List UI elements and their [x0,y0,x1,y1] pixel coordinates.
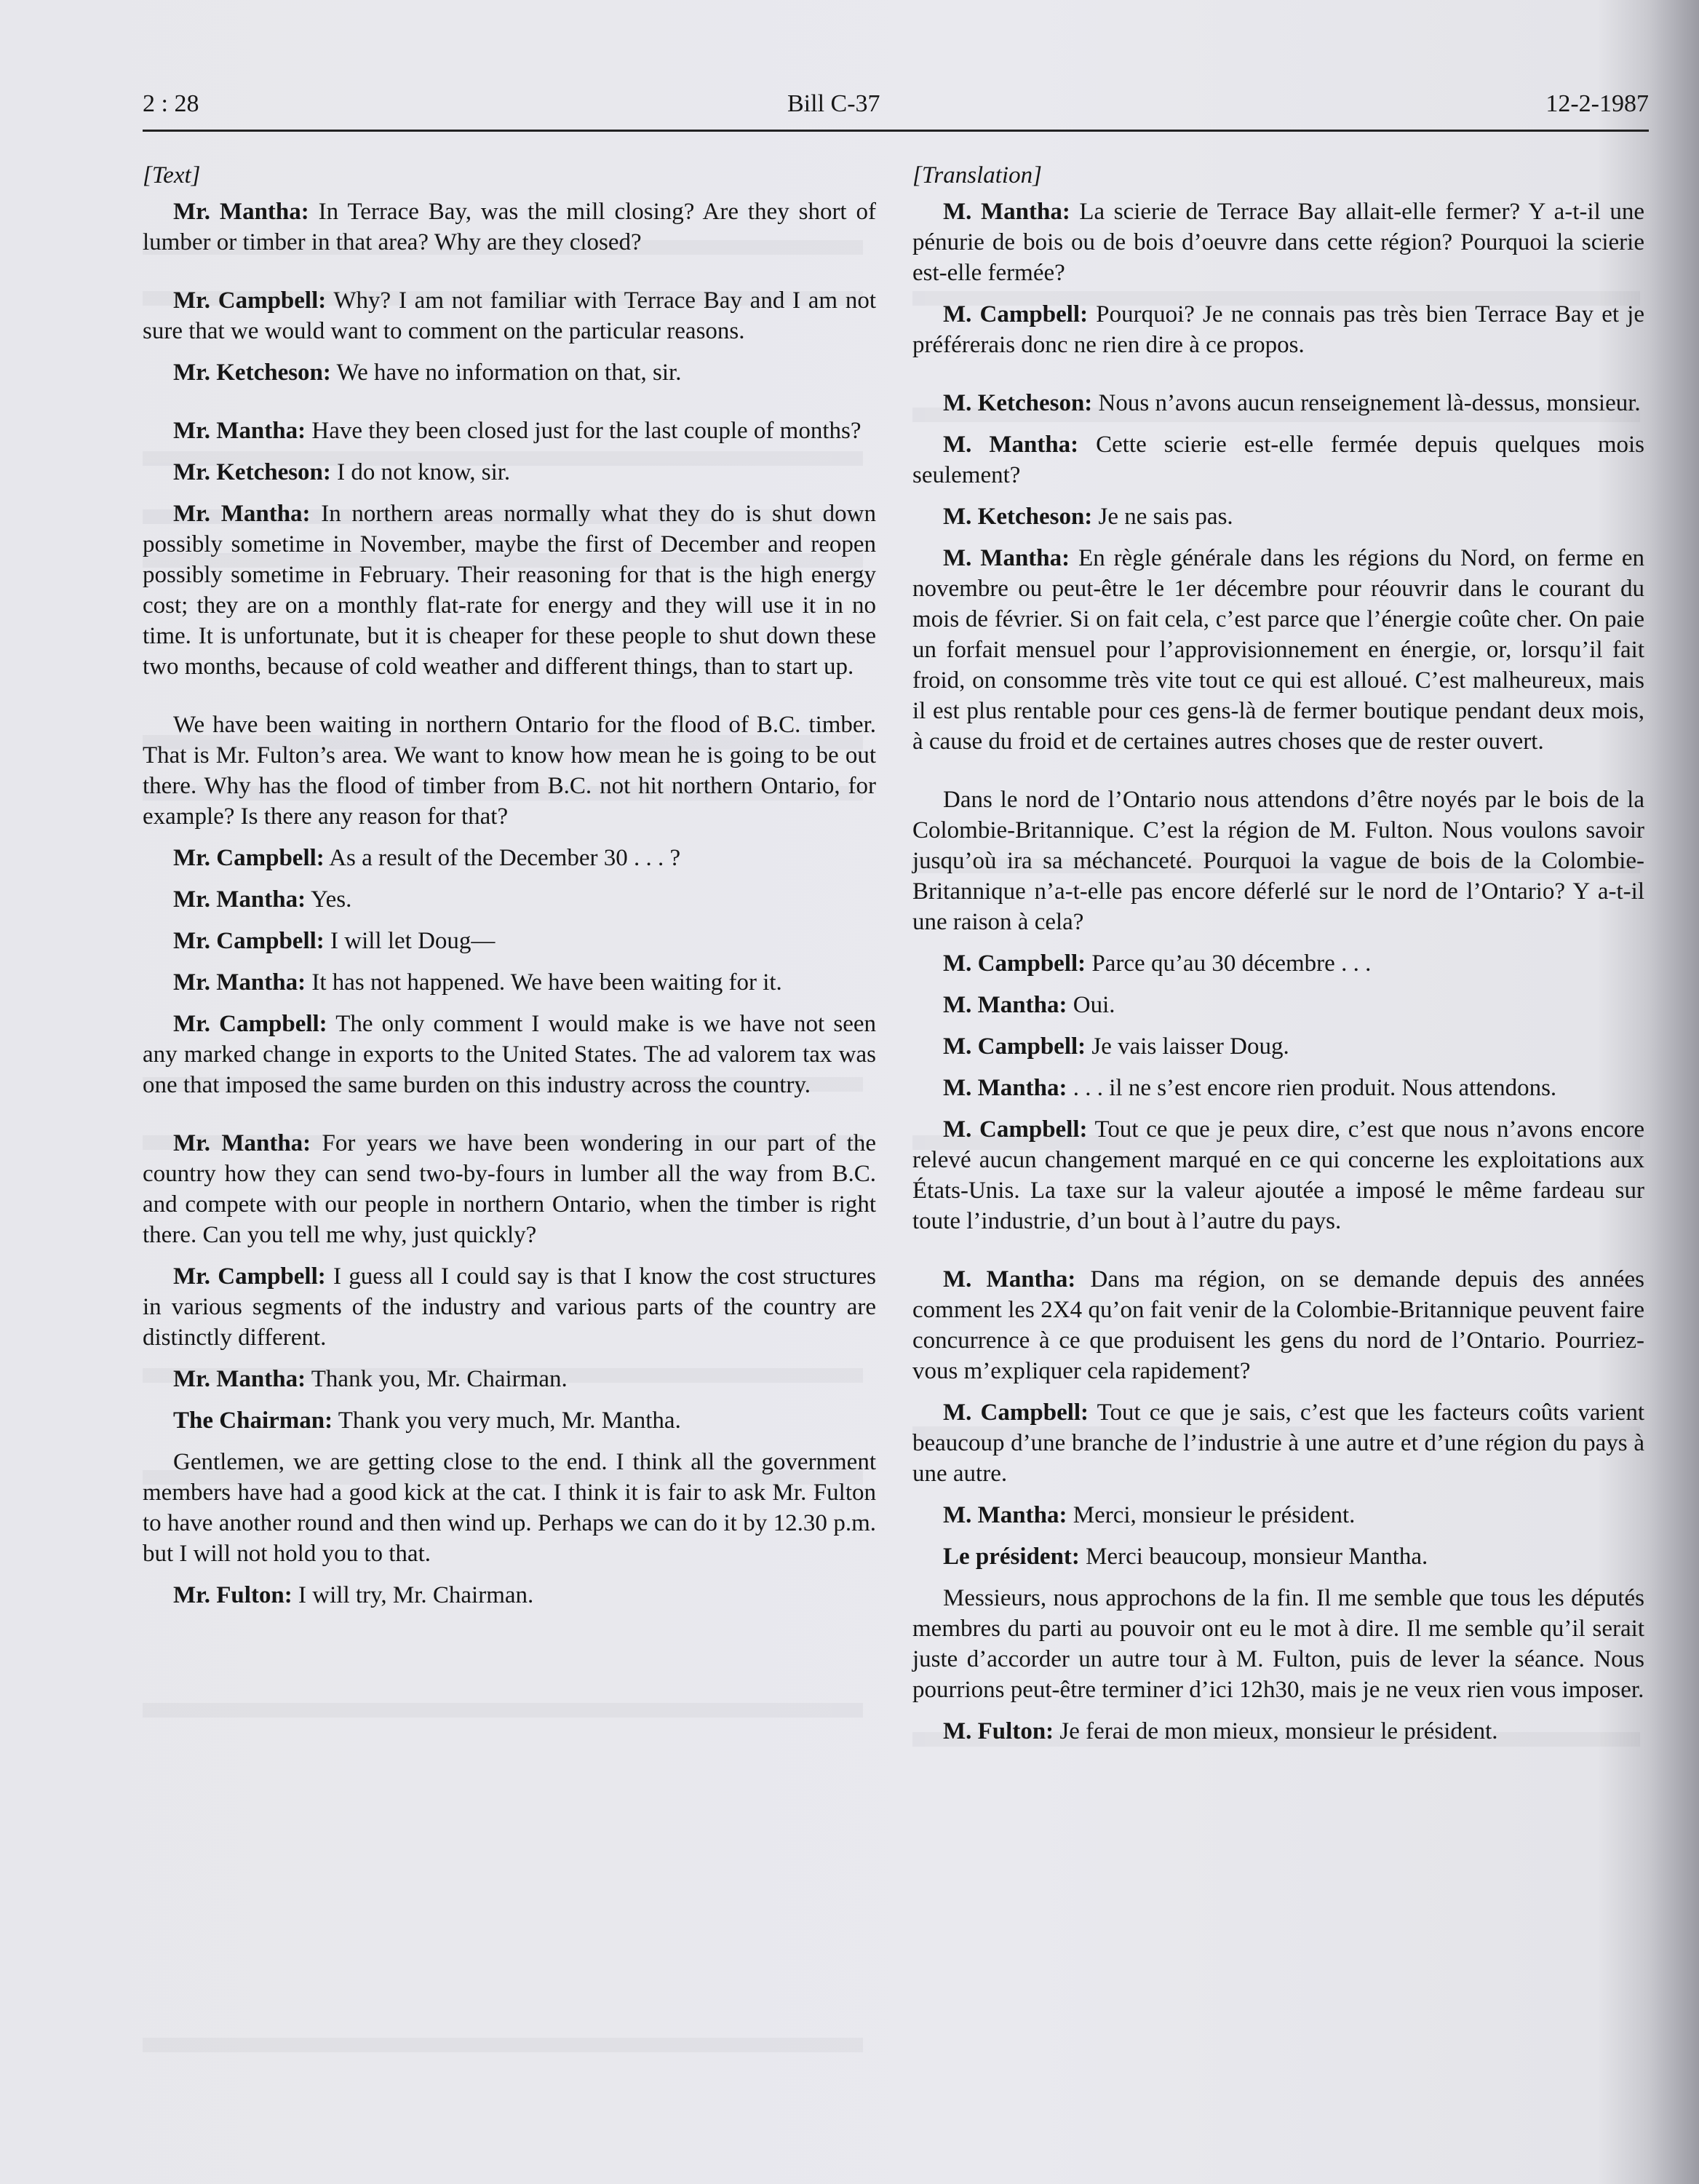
remark: I will try, Mr. Chairman. [292,1582,534,1608]
english-column [143,160,876,1611]
speaker: Mr. Mantha: [173,199,309,225]
remark: We have no information on that, sir. [330,360,682,386]
remark: Tout ce que je peux dire, c’est que nous n’avons encore relevé aucun changement marqué en ce qui concerne les exploitations aux États-Unis. La taxe sur la valeur ajoutée a imposé le même fardeau sur toute l’industrie, d’un bout à l’autre du pays. [912,1116,1644,1234]
remark: Why? I am not familiar with Terrace Bay and I am not sure that we would want to comment on the particular reasons. [143,287,877,344]
remark: Parce qu’au 30 décembre . . . [1086,950,1372,977]
speaker: M. Campbell: [943,1116,1088,1143]
remark: Tout ce que je sais, c’est que les facteurs coûts varient beaucoup d’une branche de l’industrie à une autre et d’une région du pays à une autre. [912,1399,1644,1487]
paragraph [912,196,1644,288]
speaker: Mr. Fulton: [173,1582,293,1608]
speaker: M. Campbell: [943,1033,1086,1060]
speaker: Mr. Ketcheson: [173,459,331,485]
paragraph [143,1364,876,1394]
paragraph [143,357,876,388]
speaker: M. Mantha: [943,199,1070,225]
paragraph [912,1583,1644,1705]
speaker: M. Campbell: [943,301,1089,327]
speaker: Mr. Mantha: [173,886,306,913]
header-rule [143,130,1649,132]
remark: Nous n’avons aucun renseignement là-dessus, monsieur. [1092,390,1641,416]
speaker: M. Mantha: [943,1502,1067,1528]
remark: Thank you very much, Mr. Mantha. [333,1407,681,1434]
paragraph [143,884,876,915]
speaker: M. Fulton: [943,1718,1054,1744]
speaker: M. Campbell: [943,950,1086,977]
paragraph [143,1580,876,1611]
remark: Merci, monsieur le président. [1067,1502,1356,1528]
remark: En règle générale dans les régions du Nord, on ferme en novembre ou peut-être le 1er décembre pour réouvrir dans le courant du mois de février. Si on fait cela, c’est parce que l’énergie coûte cher. On paie un forfait mensuel pour l’approvisionnement en énergie, or, lorsqu’il fait froid, on consomme très vite tout ce qui est alloué. C’est malheureux, mais il est plus rentable pour ces gens-là de fermer boutique pendant deux mois, à cause du froid et de certaines autres choses que de rester ouvert. [912,545,1645,755]
speaker: Mr. Campbell: [173,928,325,954]
paragraph [143,416,876,446]
french-column [912,160,1644,1747]
speaker: The Chairman: [173,1407,333,1434]
speaker: Mr. Mantha: [173,418,306,444]
remark: Je ne sais pas. [1092,504,1233,530]
remark: . . . il ne s’est encore rien produit. Nous attendons. [1067,1075,1557,1101]
remark: I do not know, sir. [330,459,511,485]
paragraph [143,499,876,682]
remark: We have been waiting in northern Ontario for the flood of B.C. timber. That is Mr. Fulton’s area. We want to know how mean he is going to be out there. Why has the flood of timber from B.C. not hit northern Ontario, for example? Is there any reason for that? [143,712,876,830]
remark: Have they been closed just for the last couple of months? [306,418,862,444]
paragraph [143,710,876,832]
speaker: M. Mantha: [943,432,1079,458]
paragraph [912,1500,1644,1530]
paragraph [912,948,1644,979]
remark: Dans ma région, on se demande depuis des années comment les 2X4 qu’on fait venir de la Colombie-Britannique peuvent faire concurrence à ce que produisent les gens du nord de l’Ontario. Pourriez-vous m’expliquer cela rapidement? [912,1266,1644,1384]
paragraph [912,299,1644,360]
remark: In Terrace Bay, was the mill closing? Are they short of lumber or timber in that area? Why are they closed? [143,199,876,255]
speaker: Mr. Ketcheson: [173,360,331,386]
paragraph [143,967,876,998]
paragraph [912,1114,1644,1236]
paragraph [912,429,1644,491]
remark: In northern areas normally what they do is shut down possibly sometime in November, maybe the first of December and reopen possibly sometime in February. Their reasoning for that is the high energy cost; they are on a monthly flat-rate for energy and they will use it in no time. It is unfortunate, but it is cheaper for these people to shut down these two months, because of cold weather and different things, than to start up. [143,501,876,680]
speaker: M. Mantha: [943,1075,1067,1101]
remark: For years we have been wondering in our part of the country how they can send two-by-fours in lumber all the way from B.C. and compete with our people in northern Ontario, when the timber is right there. Can you tell me why, just quickly? [143,1130,876,1248]
remark: Gentlemen, we are getting close to the end. I think all the government members have had a good kick at the cat. I think it is fair to ask Mr. Fulton to have another round and then wind up. Perhaps we can do it by 12.30 p.m. but I will not hold you to that. [143,1449,876,1567]
speaker: Mr. Mantha: [173,501,311,527]
paragraph [912,990,1644,1020]
paragraph [143,457,876,488]
remark: Messieurs, nous approchons de la fin. Il me semble que tous les députés membres du parti au pouvoir ont eu le mot à dire. Il me semble qu’il serait juste d’accorder un autre tour à M. Fulton, puis de lever la séance. Nous pourrions peut-être terminer d’ici 12h30, mais je ne veux rien vous imposer. [912,1585,1644,1703]
remark: Oui. [1067,992,1115,1018]
speaker: M. Ketcheson: [943,504,1093,530]
bill-title: Bill C-37 [787,90,880,117]
speaker: M. Mantha: [943,1266,1076,1292]
remark: Merci beaucoup, monsieur Mantha. [1079,1544,1428,1570]
speaker: Mr. Campbell: [173,287,327,314]
paragraph [912,1264,1644,1386]
paragraph [143,1405,876,1436]
remark: Cette scierie est-elle fermée depuis quelques mois seulement? [912,432,1644,488]
speaker: Le président: [943,1544,1080,1570]
remark: The only comment I would make is we have not seen any marked change in exports to the United States. The ad valorem tax was one that imposed the same burden on this industry across the country. [143,1011,877,1098]
remark: Pourquoi? Je ne connais pas très bien Terrace Bay et je préférerais donc ne rien dire à ce propos. [912,301,1644,358]
paragraph [912,1031,1644,1062]
paragraph [912,1397,1644,1489]
page-number: 2 : 28 [143,90,199,117]
paragraph [912,501,1644,532]
remark: It has not happened. We have been waiting for it. [306,969,782,996]
paragraph [143,1009,876,1100]
paragraph [912,1073,1644,1103]
speaker: Mr. Campbell: [173,845,325,871]
paragraph [143,926,876,956]
remark: Je vais laisser Doug. [1086,1033,1289,1060]
remark: Thank you, Mr. Chairman. [306,1366,568,1392]
column-label: [Text] [143,162,201,188]
paragraph [143,1447,876,1569]
remark: Je ferai de mon mieux, monsieur le président. [1054,1718,1498,1744]
paragraph [912,543,1644,757]
meeting-date: 12-2-1987 [1545,90,1649,117]
remark: Dans le nord de l’Ontario nous attendons d’être noyés par le bois de la Colombie-Britannique. C’est la région de M. Fulton. Nous voulons savoir jusqu’où ira sa méchanceté. Pourquoi la vague de bois de la Colombie-Britannique n’a-t-elle pas encore déferlé sur le nord de l’Ontario? Y a-t-il une raison à cela? [912,787,1644,935]
paragraph [143,843,876,873]
speaker: Mr. Mantha: [173,1366,306,1392]
speaker: Mr. Mantha: [173,969,306,996]
speaker: Mr. Mantha: [173,1130,311,1156]
remark: I guess all I could say is that I know the cost structures in various segments of the industry and various parts of the country are distinctly different. [143,1263,877,1351]
speaker: M. Mantha: [943,992,1067,1018]
paragraph [143,1128,876,1250]
speaker: M. Ketcheson: [943,390,1093,416]
paragraph [143,1261,876,1353]
speaker: M. Mantha: [943,545,1070,571]
paragraph [912,1541,1644,1572]
paragraph [143,285,876,346]
remark: I will let Doug— [324,928,496,954]
speaker: M. Campbell: [943,1399,1089,1426]
page-header [143,86,1649,127]
paragraph [912,388,1644,418]
paragraph [143,196,876,258]
speaker: Mr. Campbell: [173,1263,326,1290]
paragraph [912,785,1644,937]
column-label: [Translation] [912,162,1042,188]
remark: La scierie de Terrace Bay allait-elle fermer? Y a-t-il une pénurie de bois ou de bois d’oeuvre dans cette région? Pourquoi la scierie est-elle fermée? [912,199,1644,286]
remark: As a result of the December 30 . . . ? [324,845,681,871]
speaker: Mr. Campbell: [173,1011,327,1037]
remark: Yes. [306,886,352,913]
paragraph [912,1716,1644,1747]
